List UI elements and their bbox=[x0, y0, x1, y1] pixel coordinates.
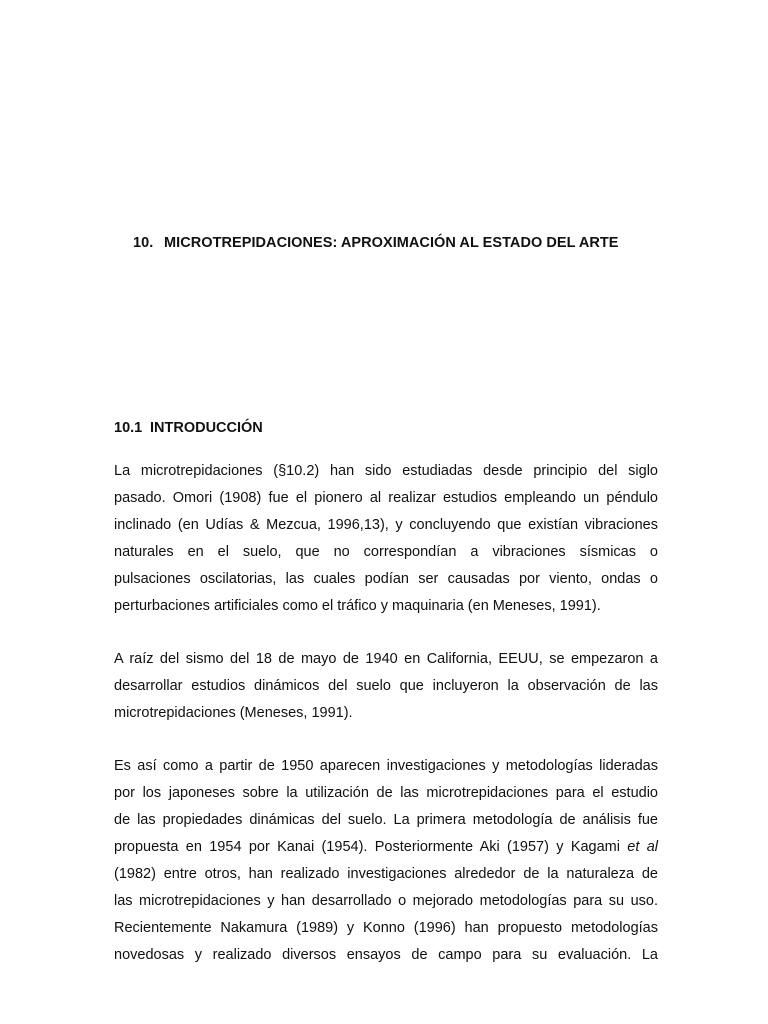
paragraph-line: perturbaciones artificiales como el tráfico y maquinaria (en Meneses, 1991). bbox=[114, 598, 601, 614]
paragraph-line: Es así como a partir de 1950 aparecen investigaciones y metodologías lideradas bbox=[114, 758, 658, 774]
section-number: 10.1 bbox=[114, 420, 143, 436]
paragraph-line: novedosas y realizado diversos ensayos de campo para su evaluación. La bbox=[114, 947, 658, 963]
paragraph-line: desarrollar estudios dinámicos del suelo que incluyeron la observación de las bbox=[114, 678, 658, 694]
paragraph-line: naturales en el suelo, que no correspondían a vibraciones sísmicas o bbox=[114, 544, 658, 560]
paragraph-2 bbox=[114, 646, 658, 727]
paragraph-line: A raíz del sismo del 18 de mayo de 1940 en California, EEUU, se empezaron a bbox=[114, 651, 658, 667]
paragraph-line: La microtrepidaciones (§10.2) han sido estudiadas desde principio del siglo bbox=[114, 463, 658, 479]
paragraph-line: Recientemente Nakamura (1989) y Konno (1996) han propuesto metodologías bbox=[114, 920, 658, 936]
paragraph-line: pulsaciones oscilatorias, las cuales podían ser causadas por viento, ondas o bbox=[114, 571, 658, 587]
paragraph-line-with-italic bbox=[114, 834, 658, 861]
italic-et-al: et al bbox=[627, 839, 658, 855]
paragraph-line: las microtrepidaciones y han desarrollado o mejorado metodologías para su uso. bbox=[114, 893, 658, 909]
paragraph-line: de las propiedades dinámicas del suelo. La primera metodología de análisis fue bbox=[114, 812, 658, 828]
paragraph-line: por los japoneses sobre la utilización de las microtrepidaciones para el estudio bbox=[114, 785, 658, 801]
section-title-text: INTRODUCCIÓN bbox=[150, 420, 263, 436]
chapter-number: 10. bbox=[133, 235, 154, 251]
chapter-title bbox=[133, 235, 653, 251]
paragraph-1 bbox=[114, 458, 658, 620]
chapter-title-text: MICROTREPIDACIONES: APROXIMACIÓN AL ESTADO DEL ARTE bbox=[164, 235, 619, 251]
paragraph-3 bbox=[114, 753, 658, 969]
section-title bbox=[114, 420, 263, 436]
paragraph-line-text: propuesta en 1954 por Kanai (1954). Posteriormente Aki (1957) y Kagami bbox=[114, 839, 620, 855]
paragraph-line: (1982) entre otros, han realizado investigaciones alrededor de la naturaleza de bbox=[114, 866, 658, 882]
paragraph-line: pasado. Omori (1908) fue el pionero al realizar estudios empleando un péndulo bbox=[114, 490, 658, 506]
paragraph-line: microtrepidaciones (Meneses, 1991). bbox=[114, 705, 353, 721]
paragraph-line: inclinado (en Udías & Mezcua, 1996,13), y concluyendo que existían vibraciones bbox=[114, 517, 658, 533]
